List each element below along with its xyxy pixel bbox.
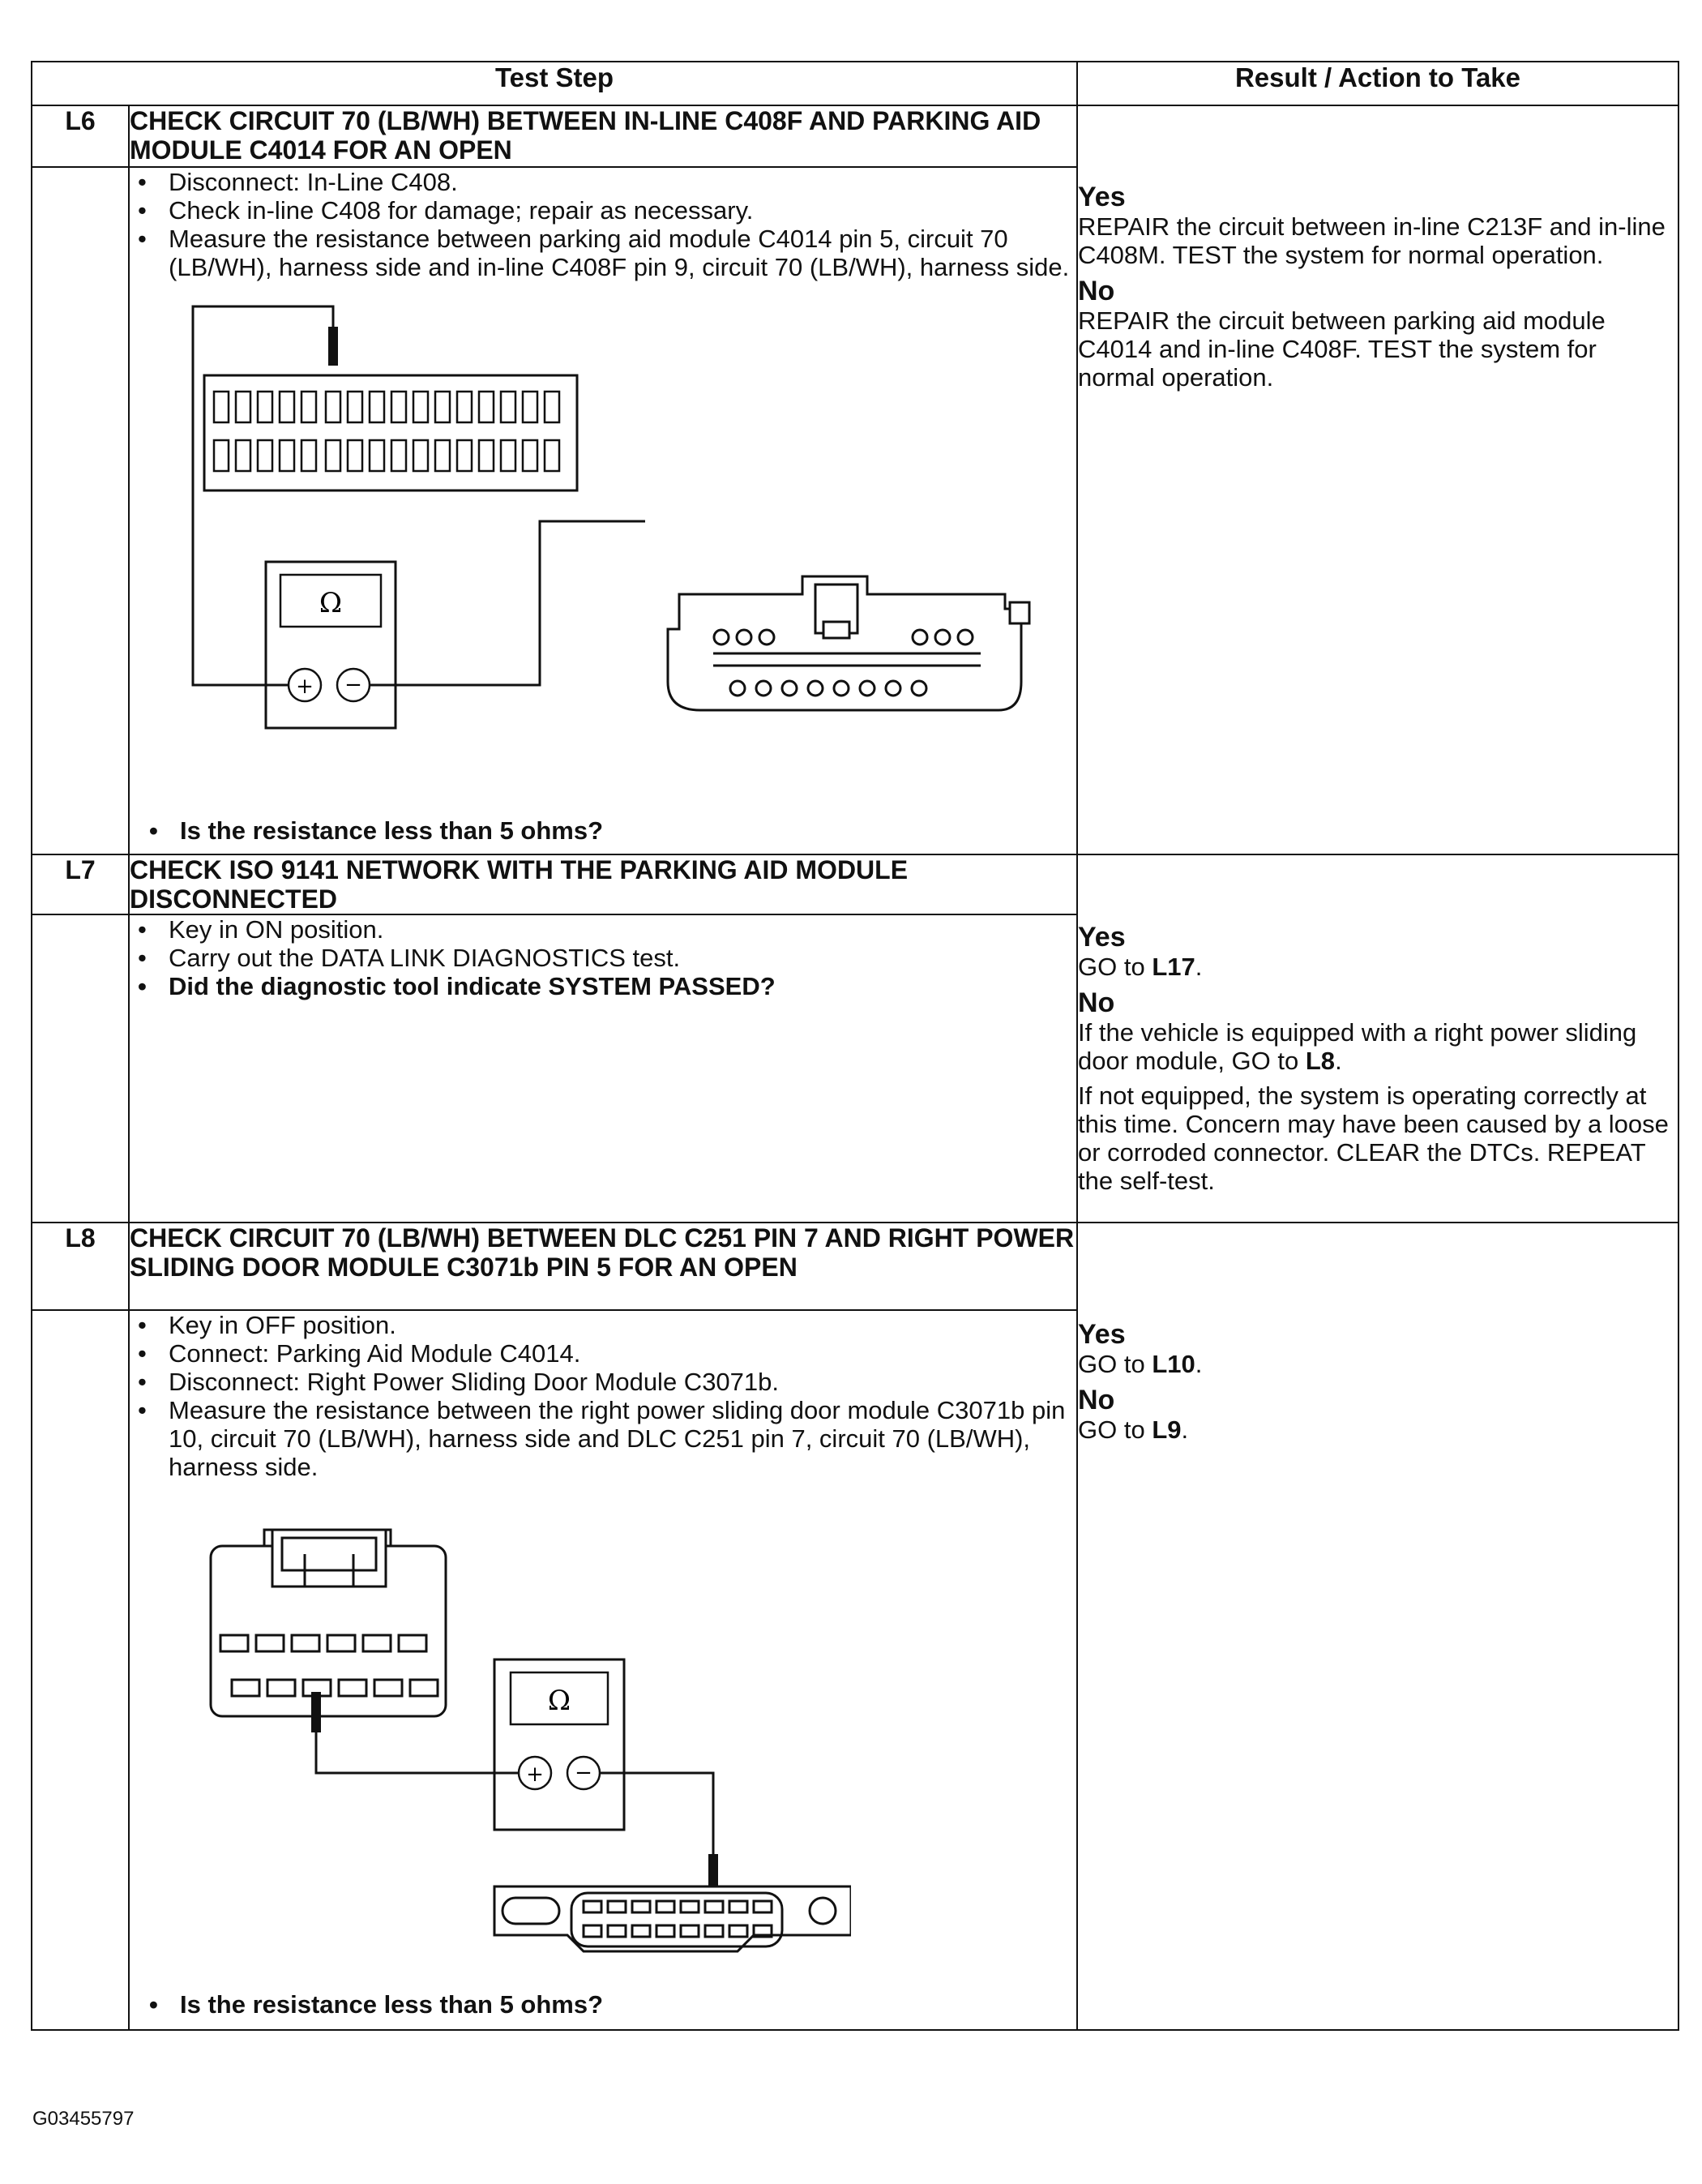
- step-title-l7: CHECK ISO 9141 NETWORK WITH THE PARKING AID MODULE DISCONNECTED: [129, 854, 1077, 914]
- diagnostic-table: [31, 61, 1679, 2031]
- figure-code: G03455797: [32, 2108, 135, 2130]
- list-item: • Key in ON position.: [169, 915, 1076, 944]
- parking-aid-module-connector-c4014: [665, 544, 1118, 739]
- svg-text:+: +: [296, 674, 314, 699]
- step-number-l6: L6: [32, 105, 129, 167]
- step-result-l7: [1077, 854, 1678, 1223]
- result-action-header: Result / Action to Take: [1077, 62, 1678, 105]
- result-yes-label: Yes: [1078, 182, 1126, 212]
- result-yes-text: REPAIR the circuit between in-line C213F and in-line C408M. TEST the system for normal operation.: [1078, 212, 1666, 269]
- goto-link-l17[interactable]: L17: [1152, 953, 1195, 981]
- resistance-test-diagram-l6: [191, 294, 645, 748]
- list-item: • Disconnect: In-Line C408.: [169, 168, 1076, 196]
- question-l7: • Did the diagnostic tool indicate SYSTEM PASSED?: [169, 972, 1076, 1000]
- result-no-label: No: [1078, 1385, 1115, 1415]
- question-l8-list: [141, 1990, 603, 2019]
- result-yes-text: [1078, 953, 1678, 981]
- list-item: • Key in OFF position.: [169, 1311, 1076, 1339]
- step-number-blank: [32, 1310, 129, 2030]
- question-l6-list: [141, 816, 603, 845]
- step-number-blank: [32, 914, 129, 1223]
- list-item: • Measure the resistance between the right power sliding door module C3071b pin 10, circuit 70 (LB/WH), harness side and DLC C251 pin 7, circuit 70 (LB/WH), harness side.: [169, 1396, 1076, 1481]
- step-l6-title-row: [32, 105, 1678, 167]
- svg-text:−: −: [575, 1761, 592, 1785]
- result-yes-text-post: .: [1195, 1350, 1203, 1378]
- sliding-door-module-connector-c3071b: [211, 1530, 446, 1716]
- meter-ohm-symbol: Ω: [319, 587, 343, 619]
- result-no-label: No: [1078, 276, 1115, 306]
- svg-text:−: −: [344, 673, 362, 697]
- list-item: • Disconnect: Right Power Sliding Door Module C3071b.: [169, 1368, 1076, 1396]
- goto-link-l9[interactable]: L9: [1152, 1415, 1182, 1444]
- goto-link-l8[interactable]: L8: [1305, 1047, 1336, 1075]
- goto-link-l10[interactable]: L10: [1152, 1350, 1195, 1378]
- step-result-l8: [1077, 1223, 1678, 2030]
- result-no-text: REPAIR the circuit between parking aid module C4014 and in-line C408F. TEST the system for normal operation.: [1078, 306, 1606, 392]
- step-title-l8: CHECK CIRCUIT 70 (LB/WH) BETWEEN DLC C251 PIN 7 AND RIGHT POWER SLIDING DOOR MODULE C3071b PIN 5 FOR AN OPEN: [129, 1223, 1077, 1310]
- step-bullets-l6: [130, 168, 1076, 281]
- step-result-l6: [1077, 105, 1678, 854]
- step-number-l7: L7: [32, 854, 129, 914]
- result-no-text-post: .: [1335, 1047, 1342, 1075]
- list-item: • Check in-line C408 for damage; repair as necessary.: [169, 196, 1076, 225]
- result-no-text-post: .: [1181, 1415, 1189, 1444]
- result-yes-text-pre: GO to: [1078, 953, 1152, 981]
- svg-text:+: +: [526, 1762, 544, 1787]
- list-item: • Measure the resistance between parking aid module C4014 pin 5, circuit 70 (LB/WH), harness side and in-line C408F pin 9, circuit 70 (LB/WH), harness side.: [169, 225, 1076, 281]
- ohmmeter: [266, 562, 396, 728]
- step-l8-title-row: [32, 1223, 1678, 1310]
- question-l6: • Is the resistance less than 5 ohms?: [180, 816, 603, 845]
- list-item: • Carry out the DATA LINK DIAGNOSTICS test.: [169, 944, 1076, 972]
- result-no-text-pre: GO to: [1078, 1415, 1152, 1444]
- resistance-test-diagram-l8: [203, 1497, 851, 1968]
- result-yes-label: Yes: [1078, 922, 1126, 953]
- step-bullets-l8: [130, 1311, 1076, 1481]
- test-step-header: Test Step: [32, 62, 1077, 105]
- result-no-text-pre: If the vehicle is equipped with a right power sliding door module, GO to: [1078, 1018, 1637, 1075]
- step-body-l7: [129, 914, 1077, 1223]
- result-yes-text: [1078, 1350, 1678, 1378]
- result-yes-text-post: .: [1195, 953, 1203, 981]
- result-yes-label: Yes: [1078, 1319, 1126, 1350]
- meter-ohm-symbol: Ω: [547, 1685, 571, 1717]
- result-no-text: [1078, 1415, 1678, 1444]
- table-header-row: [32, 62, 1678, 105]
- ohmmeter: [494, 1659, 624, 1830]
- list-item: • Connect: Parking Aid Module C4014.: [169, 1339, 1076, 1368]
- step-bullets-l7: [130, 915, 1076, 1000]
- probe-tip: [328, 327, 338, 366]
- inline-connector-c408f: [204, 375, 577, 490]
- question-l8: • Is the resistance less than 5 ohms?: [180, 1990, 603, 2019]
- step-l7-title-row: [32, 854, 1678, 914]
- step-number-l8: L8: [32, 1223, 129, 1310]
- result-no-label: No: [1078, 987, 1115, 1018]
- result-yes-text-pre: GO to: [1078, 1350, 1152, 1378]
- result-no-text-2: If not equipped, the system is operating correctly at this time. Concern may have been caused by a loose or corroded connector. CLEAR the DTCs. REPEAT the self-test.: [1078, 1081, 1669, 1195]
- step-title-l6: CHECK CIRCUIT 70 (LB/WH) BETWEEN IN-LINE C408F AND PARKING AID MODULE C4014 FOR AN OPEN: [129, 105, 1077, 167]
- result-no-text: [1078, 1018, 1678, 1075]
- dlc-connector-c251: [494, 1886, 851, 1951]
- step-number-blank: [32, 167, 129, 854]
- test-lead-wire-2: [370, 521, 645, 685]
- step-body-l6: [129, 167, 1077, 854]
- step-body-l8: [129, 1310, 1077, 2030]
